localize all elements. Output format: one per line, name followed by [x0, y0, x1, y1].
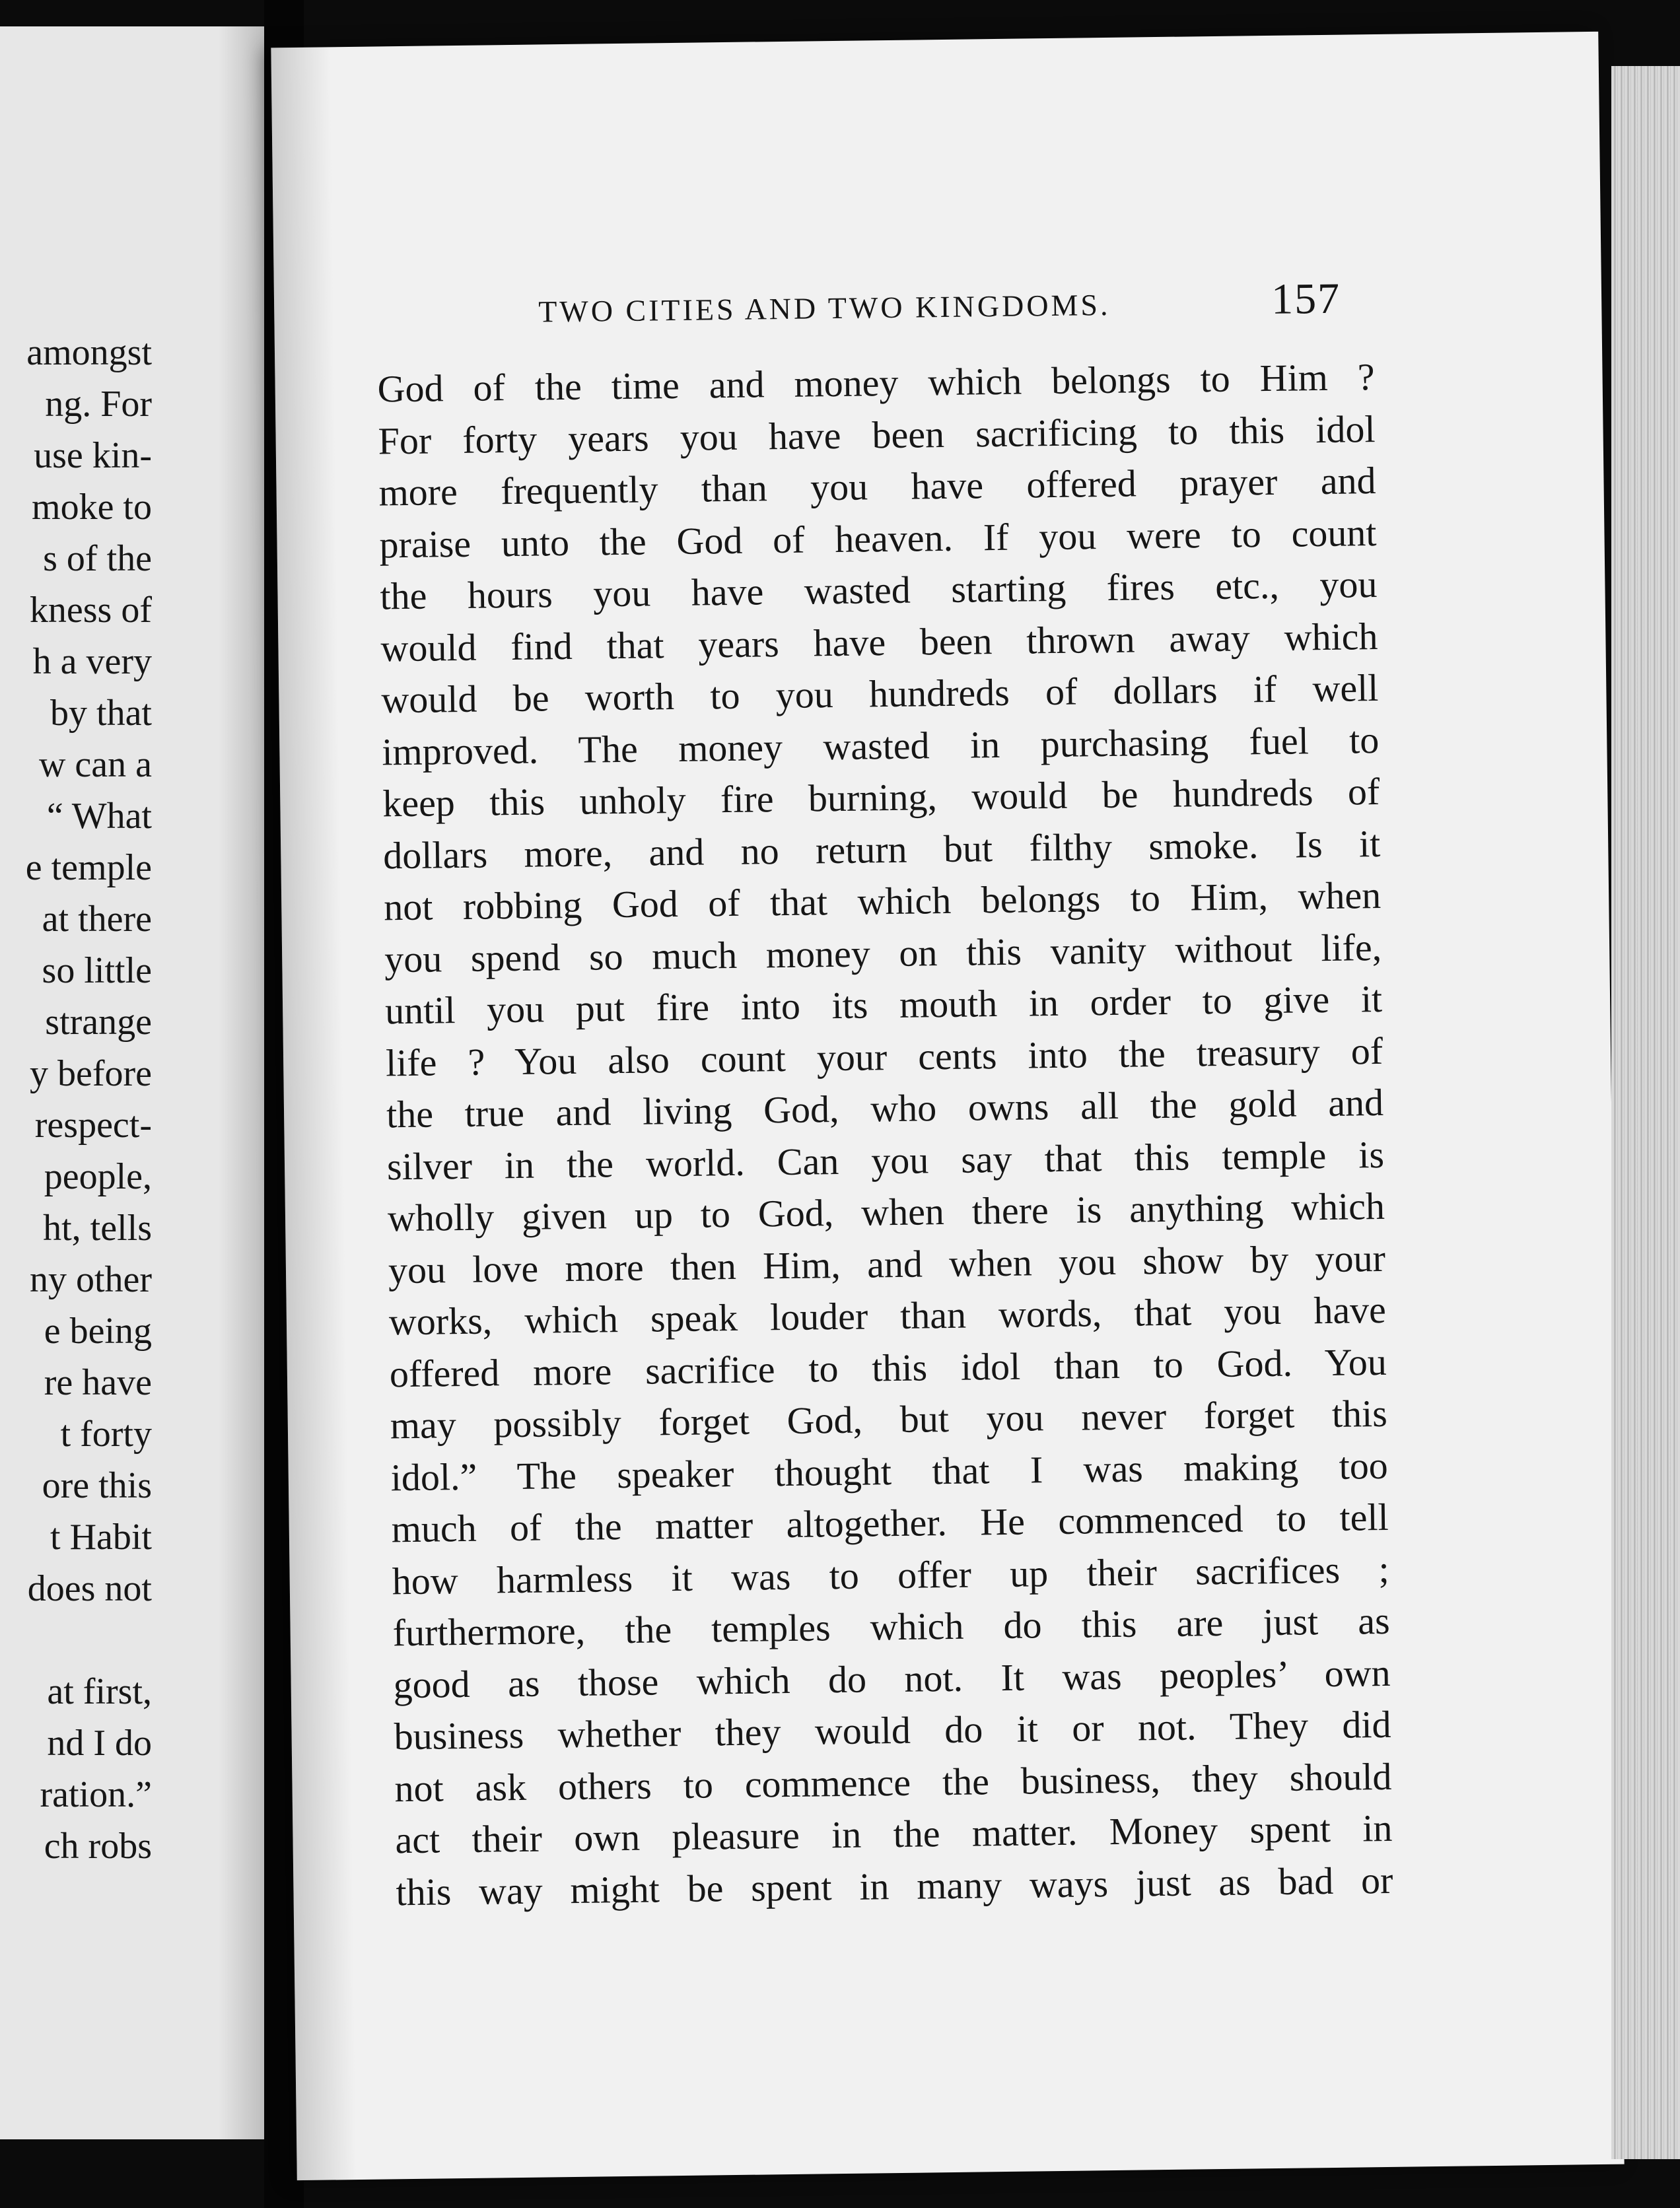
- previous-page-line: ht, tells: [43, 1208, 152, 1249]
- text-line: dollars more, and no return but filthy smoke. Is it: [382, 821, 1381, 877]
- previous-page-line: ch robs: [44, 1826, 152, 1867]
- previous-page-line: does not: [27, 1568, 152, 1609]
- previous-page-line: at first,: [47, 1671, 152, 1712]
- text-line: how harmless it was to offer up their sacrifices ;: [392, 1547, 1390, 1603]
- previous-page-line: kness of: [29, 590, 152, 631]
- text-line: furthermore, the temples which do this are just as: [392, 1599, 1390, 1655]
- previous-page-line: e being: [44, 1311, 152, 1352]
- text-line: until you put fire into its mouth in order to give it: [384, 977, 1383, 1033]
- previous-page-line: respect-: [34, 1105, 152, 1146]
- paragraph-gap: [26, 1614, 152, 1666]
- previous-page-line: w can a: [38, 744, 152, 785]
- text-line: wholly given up to God, when there is anything which: [387, 1184, 1385, 1240]
- previous-page-line: e temple: [25, 847, 152, 888]
- text-line: much of the matter altogether. He commenced to tell: [391, 1495, 1389, 1551]
- previous-page-line: use kin-: [34, 435, 152, 476]
- previous-page-line: amongst: [26, 332, 152, 373]
- text-line: offered more sacrifice to this idol than to God. You: [389, 1340, 1387, 1395]
- previous-page-line: strange: [45, 1002, 152, 1043]
- previous-page-line: s of the: [43, 538, 152, 579]
- text-line: not ask others to commence the business, they should: [394, 1754, 1392, 1810]
- text-line: more frequently than you have offered prayer and: [378, 459, 1376, 514]
- stacked-page-edges: [1611, 66, 1680, 2159]
- text-line: idol.” The speaker thought that I was making too: [390, 1443, 1389, 1499]
- previous-page: [0, 26, 269, 2139]
- previous-page-line: t forty: [60, 1414, 152, 1455]
- text-line: improved. The money wasted in purchasing fuel to: [381, 718, 1380, 773]
- previous-page-text: [26, 327, 152, 1872]
- previous-page-line: at there: [42, 899, 152, 940]
- text-line: God of the time and money which belongs to Him ?: [377, 355, 1375, 411]
- previous-page-line: ny other: [29, 1259, 152, 1300]
- text-line: you love more then Him, and when you show by your: [388, 1236, 1386, 1292]
- text-line: praise unto the God of heaven. If you were to count: [379, 510, 1377, 566]
- previous-page-line: people,: [44, 1156, 152, 1197]
- previous-page-line: so little: [42, 950, 152, 991]
- text-line: the true and living God, who owns all the gold and: [386, 1080, 1384, 1136]
- previous-page-line: t Habit: [50, 1517, 152, 1558]
- text-line: not robbing God of that which belongs to Him, when: [383, 873, 1382, 929]
- gutter-shadow: [218, 26, 264, 2139]
- previous-page-line: y before: [29, 1053, 152, 1094]
- running-head: [538, 274, 1625, 329]
- page-body-text: [377, 351, 1393, 1918]
- text-line: works, which speak louder than words, that you have: [388, 1288, 1387, 1344]
- previous-page-line: re have: [44, 1362, 152, 1403]
- text-line: life ? You also count your cents into the treasury of: [385, 1029, 1383, 1084]
- previous-page-line: ng. For: [45, 384, 152, 425]
- text-line: you spend so much money on this vanity without life,: [384, 925, 1382, 981]
- text-line: would be worth to you hundreds of dollars if well: [381, 666, 1379, 722]
- previous-page-line: “ What: [46, 796, 152, 837]
- text-line: good as those which do not. It was peoples’ own: [393, 1651, 1391, 1706]
- text-line: the hours you have wasted starting fires etc., you: [380, 562, 1378, 618]
- previous-page-line: ration.”: [40, 1774, 152, 1815]
- text-line: keep this unholy fire burning, would be hundreds of: [382, 769, 1380, 825]
- page-number: 157: [1271, 274, 1341, 324]
- text-line: act their own pleasure in the matter. Money spent in: [395, 1806, 1393, 1862]
- text-line: may possibly forget God, but you never forget this: [390, 1391, 1388, 1447]
- text-line: For forty years you have been sacrificing to this idol: [378, 407, 1376, 462]
- current-page: [271, 32, 1624, 2180]
- previous-page-line: nd I do: [47, 1723, 152, 1764]
- previous-page-line: ore this: [42, 1465, 152, 1506]
- text-line: this way might be spent in many ways just as bad or: [396, 1858, 1393, 1914]
- previous-page-line: h a very: [32, 641, 152, 682]
- text-line: business whether they would do it or not. They did: [394, 1702, 1391, 1758]
- previous-page-line: moke to: [32, 487, 152, 528]
- running-title: TWO CITIES AND TWO KINGDOMS.: [538, 287, 1111, 329]
- text-line: would find that years have been thrown away which: [380, 614, 1378, 670]
- text-line: silver in the world. Can you say that this temple is: [386, 1132, 1385, 1188]
- previous-page-line: by that: [50, 693, 152, 734]
